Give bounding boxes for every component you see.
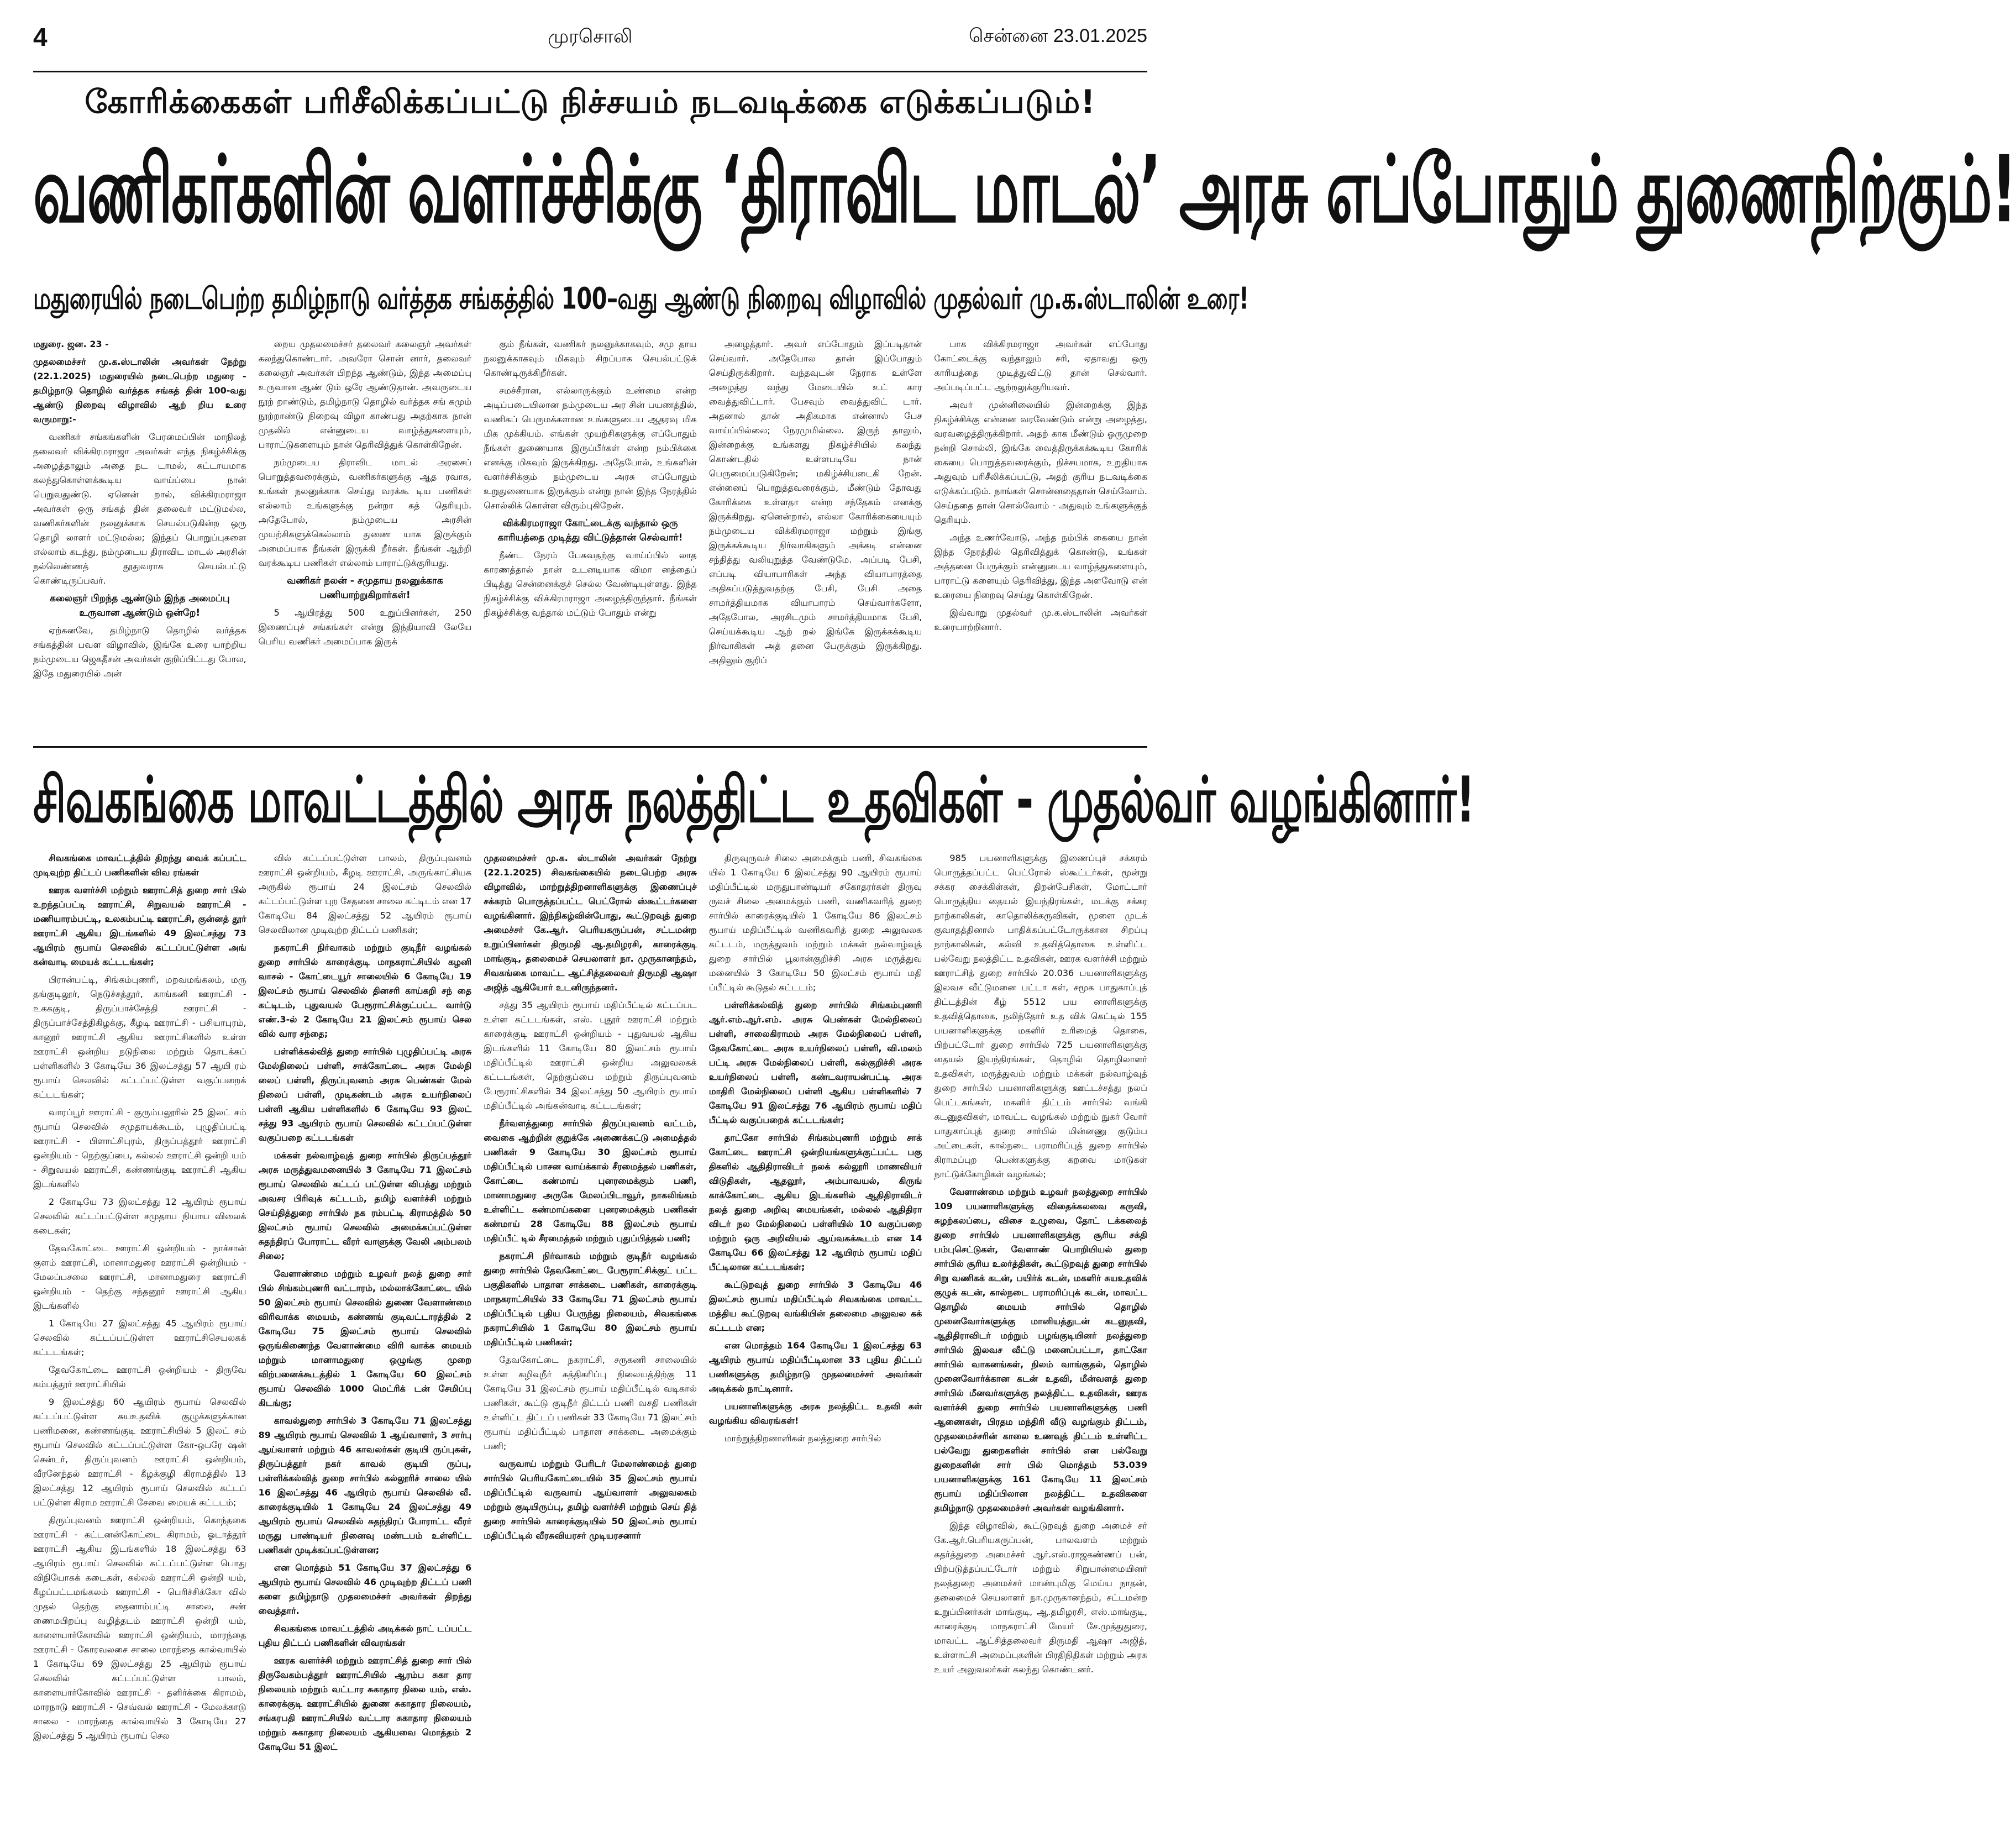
- story2-column: [33, 851, 246, 1802]
- paragraph: என மொத்தம் 164 கோடியே 1 இலட்சத்து 63 ஆயிரம் ரூபாய் மதிப்பீட்டிலான 33 புதிய திட்டப் பணிகளுக்கு தமிழ்நாடு முதலமைச்சர் அவர்கள் அடிக்கல் நாட்டினார்.: [708, 1340, 922, 1394]
- paragraph: வில் கட்டப்பட்டுள்ள பாலம், திருப்புவனம் ஊராட்சி ஒன்றியம், கீழடி ஊராட்சி, அருங்காட்சியக அருகில் ரூபாய் 24 இலட்சம் செலவில் கட்டப்பட்டுள்ள புற சேதனை சாலை கட்டிடம் என 17 கோடியே 84 இலட்சத்து 52 ஆயிரம் ரூபாய் செலவிலான முடிவுற்ற திட்டப் பணிகள்;: [258, 853, 472, 935]
- story1-headline: வணிகர்களின் வளர்ச்சிக்கு ‘திராவிட மாடல்’ அரசு எப்போதும் துணைநிற்கும்!: [33, 135, 2016, 244]
- story1-column: [709, 337, 922, 735]
- paragraph: மாற்றுத்திறனாளிகள் நலத்துறை சார்பில்: [724, 1433, 881, 1444]
- paragraph: என மொத்தம் 51 கோடியே 37 இலட்சத்து 6 ஆயிரம் ரூபாய் செலவில் 46 முடிவுற்ற திட்டப் பணி களை தமிழ்நாடு முதலமைச்சர் அவர்கள் திறந்து வைத்தார்.: [258, 1562, 472, 1616]
- paragraph: 985 பயனாளிகளுக்கு இணைப்புச் சக்கரம் பொருத்தப்பட்ட பெட்ரோல் ஸ்கூட்டர்கள், மூன்று சக்கர சைக்கிள்கள், திறன்பேசிகள், மோட்டார் பொருத்திய தையல் இயந்திரங்கள், மடக்கு சக்கர நாற்காலிகள், காதொலிக்கருவிகள், மூளை முடக் குவாதத்தினால் பாதிக்கப்பட்டோருக்கான சிறப்பு நாற்காலிகள், கல்வி உதவித்தொகை உள்ளிட்ட பல்வேறு நலத்திட்ட உதவிகள், ஊரக வளர்ச்சி மற்றும் ஊராட்சித் துறை சார்பில் 20.036 பயனாளிகளுக்கு இலவச வீட்டுமனை பட்டா கள், சமூக பாதுகாப்புத் திட்டத்தின் கீழ் 5512 பய னாளிகளுக்கு உதவித்தொகை, நலிந்தோர் உத விக் கெட்டில் 155 பயனாளிகளுக்கு மகளிர் உரிமைத் தொகை, பிற்பட்டோர் துறை சார்பில் 725 பயனாளிகளுக்கு தையல் இயந்திரங்கள், தொழில் தொழிலாளர் உதவிகள், மருத்துவம் மற்றும் மக்கள் நல்வாழ்வுத் துறை சார்பில் பயனாளிகளுக்கு ஊட்டச்சத்து நலப் பெட்டகங்கள், மகளிர் திட்டம் சார்பில் வங்கி கடனுதவிகள், மாவட்ட வழங்கல் மற்றும் நுகர் வோர் பாதுகாப்புத் துறை சார்பில் மின்னணு குடும்ப அட்டைகள், கால்நடை பராமரிப்புத் துறை சார்பில் கிராமப்புற பெண்களுக்கு கறவை மாடுகள் நாட்டுக்கோழிகள் வழங்கல்;: [934, 853, 1147, 1179]
- subheading: கலைஞர் பிறந்த ஆண்டும் இந்த அமைப்பு உருவான ஆண்டும் ஒன்றே!: [50, 593, 230, 618]
- paragraph: இவ்வாறு முதல்வர் மு.க.ஸ்டாலின் அவர்கள் உரையாற்றினார்.: [934, 607, 1147, 632]
- paragraph: நம்முடைய திராவிட மாடல் அரசைப் பொறுத்தவரைக்கும், வணிகர்களுக்கு ஆத ரவாக, உங்கள் நலனுக்காக செய்து வரக்கூ டிய பணிகள் எல்லாம் உங்களுக்கு நன்றா கத் தெரியும். அதேபோல், நம்முடைய அரசின் முயற்சிகளுக்கெல்லாம் துணை யாக இருக்கும் அமைப்பாக நீங்கள் இருக்கி றீர்கள். நீங்கள் ஆற்றி வரக்கூடிய பணிகள் எல்லாம் பாராட்டுக்குரியது.: [258, 457, 472, 568]
- paragraph: தேவகோட்டை ஊராட்சி ஒன்றியம் - திருவே கம்பத்தூர் ஊராட்சியில்: [33, 1365, 246, 1389]
- paragraph: ஊரக வளர்ச்சி மற்றும் ஊராட்சித் துறை சார் பில் திருவேகம்பத்தூர் ஊராட்சியில் ஆரம்ப சுகா தார நிலையம் மற்றும் வட்டார சுகாதார நிலை யம், எஸ். காரைக்குடி ஊராட்சியில் துணை சுகாதார நிலையம், சங்கரபதி ஊராட்சியில் வட்டார சுகாதார நிலையம் மற்றும் சுகாதார நிலையம் ஆகியவை மொத்தம் 2 கோடியே 51 இலட்: [258, 1655, 472, 1752]
- story1-column: [259, 337, 472, 735]
- section-rule: [33, 746, 1147, 748]
- masthead-rule: [33, 71, 1147, 72]
- paragraph: வாரப்பூர் ஊராட்சி - குரும்பலூரில் 25 இலட் சம் ரூபாய் செலவில் சமுதாயக்கூடம், புழுதிப்பட்டி ஊராட்சி - பிளாட்சிபுரம், திருப்பத்தூர் ஊராட்சி ஒன்றியம் - நெற்குப்பை, கல்லல் ஊராட்சி ஒன்றி யம் - சிறுவயல் ஊராட்சி, கண்ணங்குடி ஊராட்சி ஆகிய இடங்களில்: [33, 1107, 246, 1189]
- page-number: 4: [33, 23, 48, 51]
- paragraph: பயனாளிகளுக்கு அரசு நலத்திட்ட உதவி கள் வழங்கிய விவரங்கள்!: [708, 1401, 922, 1426]
- paragraph: றைய முதலமைச்சர் தலைவர் கலைஞர் அவர்கள் கலந்துகொண்டார். அவரோ சொன் னார், தலைவர் கலைஞர் அவர்கள் பிறந்த ஆண்டும், இந்த அமைப்பு உருவான ஆண் டும் ஒரே ஆண்டுதான். அவருடைய நூற் றாண்டும், தமிழ்நாடு தொழில் வர்த்தக சங் கமும் நூற்றாண்டு நிறைவு விழா காண்பது அதற்காக நான் முதலில் என்னுடைய வாழ்த்துகளையும், பாராட்டுகளையும் நான் தெரிவித்துக் கொள்கிறேன்.: [258, 339, 472, 450]
- paragraph: தாட்கோ சார்பில் சிங்கம்புணரி மற்றும் சாக் கோட்டை ஊராட்சி ஒன்றியங்களுக்குட்பட்ட பகு திகளில் ஆதிதிராவிடர் நலக் கல்லூரி மாணவியர் விடுதிகள், ஆதலூர், அம்பாவயல், கிருங் காக்கோட்டை ஆகிய இடங்களில் ஆதிதிராவிடர் நலத் துறை அறிவு மையங்கள், மல்லல் ஆதிதிரா விடர் நல மேல்நிலைப் பள்ளியில் 10 வகுப்பறை மற்றும் ஒரு அறிவியல் ஆய்வகக்கூடம் என 14 கோடியே 66 இலட்சத்து 12 ஆயிரம் ரூபாய் மதிப் பீட்டிலான கட்டடங்கள்;: [708, 1132, 922, 1272]
- paragraph: பள்ளிக்கல்வித் துறை சார்பில் சிங்கம்புணரி ஆர்.எம்.ஆர்.எம். அரசு பெண்கள் மேல்நிலைப் பள்ளி, சாலைகிராமம் அரசு மேல்நிலைப் பள்ளி, தேவகோட்டை அரசு உயர்நிலைப் பள்ளி, வி.மலம் பட்டி அரசு மேல்நிலைப் பள்ளி, கல்குறிச்சி அரசு உயர்நிலைப் பள்ளி, கண்டவராயன்பட்டி அரசு மாதிரி மேல்நிலைப் பள்ளி ஆகிய பள்ளிகளில் 7 கோடியே 91 இலட்சத்து 76 ஆயிரம் ரூபாய் மதிப் பீட்டில் வகுப்பறைக் கட்டடங்கள்;: [708, 1000, 922, 1125]
- story1-body: [33, 337, 1147, 735]
- story2-column: [259, 851, 472, 1802]
- paragraph: கூட்டுறவுத் துறை சார்பில் 3 கோடியே 46 இலட்சம் ரூபாய் மதிப்பீட்டில் சிவகங்கை மாவட்ட மத்திய கூட்டுறவு வங்கியின் தலைமை அலுவல கக் கட்டடம் என;: [708, 1279, 922, 1333]
- dateline: சென்னை 23.01.2025: [968, 25, 1147, 46]
- paragraph: ஏற்கனவே, தமிழ்நாடு தொழில் வர்த்தக சங்கத்தின் பவள விழாவில், இங்கே உரை யாற்றிய நம்முடைய ஜெகதீசன் அவர்கள் குறிப்பிட்டது போல, இதே மதுரையில் அன்: [33, 625, 246, 679]
- paragraph: தேவகோட்டை நகராட்சி, சருகணி சாலையில் உள்ள கழிவுநீர் சுத்திகரிப்பு நிலையத்திற்கு 11 கோடியே 31 இலட்சம் ரூபாய் மதிப்பீட்டில் வடிகால் பணிகள், கூட்டு குடிநீர் திட்டப் பணி வசதி பணிகள் உள்ளிட்ட திட்டப் பணிகள் 33 கோடியே 71 இலட்சம் ரூபாய் மதிப்பீட்டில் பாதாள சாக்கடை அமைக்கும் பணி;: [484, 1355, 697, 1451]
- paragraph: வணிகர் சங்கங்களின் பேரமைப்பின் மாநிலத் தலைவர் விக்கிரமராஜா அவர்கள் எந்த நிகழ்ச்சிக்கு அழைத்தாலும் அதை நட டாமல், கட்டாயமாக கலந்துகொள்ளக்கூடிய வாய்ப்பை நான் பெறுவதுண்டு. ஏனென் றால், விக்கிரமராஜா அவர்கள் ஒரு சங்கத் தின் தலைவர் மட்டுமல்ல, வணிகர்களின் நலனுக்காக செயல்படுகின்ற ஒரு தொழி லாளர் மட்டுமல்ல; இந்தப் பொறுப்புகளை எல்லாம் கடந்து, நம்முடைய திராவிட மாடல் அரசின் நல்லெண்ணத் தூதுவராக செயல்பட்டு கொண்டிருப்பவர்.: [33, 432, 246, 586]
- story1-column: [484, 337, 697, 735]
- subheading: விக்கிரமராஜா கோட்டைக்கு வந்தால் ஒரு காரியத்தை முடித்து விட்டுத்தான் செல்வார்!: [497, 518, 683, 543]
- story1-subhead: மதுரையில் நடைபெற்ற தமிழ்நாடு வர்த்தக சங்கத்தில் 100–வது ஆண்டு நிறைவு விழாவில் முதல்வர் மு.க.ஸ்டாலின் உரை!: [33, 282, 1249, 317]
- paragraph: அந்த உணர்வோடு, அந்த நம்பிக் கையை நான் இந்த நேரத்தில் தெரிவித்துக் கொண்டு, உங்கள் அத்தனை பேருக்கும் என்னுடைய வாழ்த்துகளையும், பாராட்டு களையும் தெரிவித்து, இந்த அளவோடு என் உரையை நிறைவு செய்து கொள்கிறேன்.: [934, 532, 1147, 600]
- paper-name: முரசொலி: [548, 25, 633, 48]
- story1-kicker: கோரிக்கைகள் பரிசீலிக்கப்பட்டு நிச்சயம் நடவடிக்கை எடுக்கப்படும்!: [85, 83, 1096, 120]
- paragraph: சிவகங்கை மாவட்டத்தில் திறந்து வைக் கப்பட்ட முடிவுற்ற திட்டப் பணிகளின் விவ ரங்கள்: [33, 853, 246, 878]
- story-lead: முதலமைச்சர் மு.க.ஸ்டாலின் அவர்கள் நேற்று (22.1.2025) மதுரையில் நடைபெற்ற மதுரை - தமிழ்நாடு தொழில் வர்த்தக சங்கத் தின் 100-வது ஆண்டு நிறைவு விழாவில் ஆற் றிய உரை வருமாறு:-: [33, 356, 246, 424]
- paragraph: நகராட்சி நிர்வாகம் மற்றும் குடிநீர் வழங்கல் துறை சார்பில் காரைக்குடி மாநகராட்சியில் கழனி வாசல் - கோட்டையூர் சாலையில் 6 கோடியே 19 இலட்சம் ரூபாய் செலவில் தினசரி காய்கறி சந் தை கட்டிடம், புதுவயல் பேரூராட்சிக்குட்பட்ட வார்டு எண்.3-ல் 2 கோடியே 21 இலட்சம் ரூபாய் செல வில் வார சந்தை;: [258, 942, 472, 1039]
- story-dateline: மதுரை. ஜன. 23 -: [33, 339, 109, 349]
- paragraph: பள்ளிக்கல்வித் துறை சார்பில் புழுதிப்பட்டி அரசு மேல்நிலைப் பள்ளி, சாக்கோட்டை அரசு மேல்நி லைப் பள்ளி, திருப்புவனம் அரசு பெண்கள் மேல் நிலைப் பள்ளி, முடிகண்டம் அரசு உயர்நிலைப் பள்ளி ஆகிய பள்ளிகளில் 6 கோடியே 93 இலட் சத்து 93 ஆயிரம் ரூபாய் செலவில் கட்டப்பட்டுள்ள வகுப்பறை கட்டடங்கள்: [258, 1046, 472, 1143]
- paragraph: சமச்சீரான, எல்லாருக்கும் உண்மை என்ற அடிப்படையிலான நம்முடைய அர சின் பயணத்தில், வணிகப் பெருமக்களான உங்களுடைய ஆதரவு மிக மிக முக்கியம். எங்கள் முயற்சிகளுக்கு எப்போதும் நீங்கள் துணையாக இருப்பீர்கள் என்ற நம்பிக்கை எனக்கு மிகவும் இருக்கிறது. அதேபோல், உங்களின் வளர்ச்சிக்கும் நம்முடைய அரசு எப்போதும் உறுதுணையாக இருக்கும் என்று நான் இந்த நேரத்தில் சொல்லிக் கொள்ள விரும்புகிறேன்.: [484, 385, 697, 511]
- story2-column: [484, 851, 697, 1802]
- paragraph: 9 இலட்சத்து 60 ஆயிரம் ரூபாய் செலவில் கட்டப்பட்டுள்ள சுயஉதவிக் குழுக்களுக்கான பணிமனை, கண்ணங்குடி ஊராட்சியில் 5 இலட் சம் ரூபாய் செலவில் கட்டப்பட்டுள்ள கோ-ஒபரே ஷன் சென்டர், திருப்புவனம் ஊராட்சி ஒன்றியம், வீரனேந்தல் ஊராட்சி - கீழக்குழி கிராமத்தில் 13 இலட்சத்து 12 ஆயிரம் ரூபாய் செலவில் கட்டப் பட்டுள்ள கிராம ஊராட்சி சேவை மையக் கட்டடம்;: [33, 1397, 246, 1508]
- paragraph: நகராட்சி நிர்வாகம் மற்றும் குடிநீர் வழங்கல் துறை சார்பில் தேவகோட்டை பேரூராட்சிக்குட் பட்ட பகுதிகளில் பாதாள சாக்கடை பணிகள், காரைக்குடி மாநகராட்சியில் 33 கோடியே 71 இலட்சம் ரூபாய் மதிப்பீட்டில் புதிய பேருந்து நிலையம், சிவகங்கை நகராட்சியில் 1 கோடியே 80 இலட்சம் ரூபாய் மதிப்பீட்டில் பணிகள்;: [484, 1251, 697, 1347]
- paragraph: அழைத்தார். அவர் எப்போதும் இப்படிதான் செய்வார். அதேபோல தான் இப்போதும் செய்திருக்கிறார். வந்தவுடன் நேராக உள்ளே அழைத்து வந்து மேடையில் உட் கார வைத்துவிட்டார். பேசவும் வைத்துவிட் டார். அதனால் தான் அதிகமாக என்னால் பேச வாய்ப்பில்லை; நேரமுமில்லை. இருந் தாலும், இன்றைக்கு உங்களது நிகழ்ச்சியில் கலந்து கொண்டதில் உள்ளபடியே நான் பெருமைப்படுகிறேன்; மகிழ்ச்சியடைகி றேன். என்னைப் பொறுத்தவரைக்கும், மீண்டும் தோவது கோரிக்கை உள்ளதா என்ற சந்தேகம் எனக்கு இருக்கிறது. ஏனென்றால், எல்லா கோரிக்கையையும் நம்முடைய விக்கிரமராஜா மற்றும் இங்கு இருக்கக்கூடிய நிர்வாகிகளும் அக்கடி என்னை சந்தித்து வலியுறுத்த வேண்டுமே. அப்படி பேசி, எப்படி வியாபாரிகள் அந்த வியாபாரத்தை அதிகப்படுத்துவதற்கு பேசி, பேசி அதை சாமர்த்தியமாக வியாபாரம் செய்வார்களோ, அதேபோல, அரசிடமும் சாமர்த்தியமாக பேசி, செய்யக்கூடிய ஆற் றல் இங்கே இருக்கக்கூடிய நிர்வாகிகள் அத் தனை பேருக்கும் இருக்கிறது. அதிலும் குறிப்: [708, 339, 922, 665]
- story1-column: [33, 337, 246, 735]
- story2-column: [934, 851, 1147, 1802]
- paragraph: இந்த விழாவில், கூட்டுறவுத் துறை அமைச் சர் கே.ஆர்.பெரியகருப்பன், பாலவளம் மற்றும் கதர்த்துறை அமைச்சர் ஆர்.எஸ்.ராஜகண்ணப் பன், பிற்படுத்தப்பட்டோர் மற்றும் சிறுபான்மையினர் நலத்துறை அமைச்சர் மாண்புமிகு மெய்ய நாதன், தலைமைச் செயலாளர் நா.முருகானந்தம், சட்டமன்ற உறுப்பினர்கள் மாங்குடி, ஆ.தமிழரசி, எஸ்.மாங்குடி, காரைக்குடி மாநகராட்சி மேயர் சே.முத்துதுரை, மாவட்ட ஆட்சித்தலைவர் திருமதி ஆஷா அஜித், உள்ளாட்சி அமைப்புகளின் பிரதிநிதிகள் மற்றும் அரசு உயர் அலுவலர்கள் கலந்து கொண்டனர்.: [934, 1520, 1147, 1675]
- paragraph: 1 கோடியே 27 இலட்சத்து 45 ஆயிரம் ரூபாய் செலவில் கட்டப்பட்டுள்ள ஊராட்சிசெயலகக் கட்டடங்கள்;: [33, 1318, 246, 1357]
- photo-caption: முதலமைச்சர் மு.க. ஸ்டாலின் அவர்கள் நேற்று (22.1.2025) சிவகங்கையில் நடைபெற்ற அரசு விழாவில், மாற்றுத்திறனாளிகளுக்கு இணைப்புச் சக்கரம் பொருத்தப்பட்ட பெட்ரோல் ஸ்கூட்டர்களை வழங்கினார். இந்நிகழ்வின்போது, கூட்டுறவுத் துறை அமைச்சர் கே.ஆர். பெரியகருப்பன், சட்டமன்ற உறுப்பினர்கள் திருமதி ஆ.தமிழரசி, காரைக்குடி மாங்குடி, தலைமைச் செயலாளர் நா. முருகானந்தம், சிவகங்கை மாவட்ட ஆட்சித்தலைவர் திருமதி ஆஷா அஜித் ஆகியோர் உடனிருந்தனர்.: [484, 853, 697, 993]
- paragraph: பிரான்பட்டி, சிங்கம்புணரி, மறவமங்கலம், மரு தங்குடிலூர், நெடுச்சத்தூர், காங்கனி ஊராட்சி - உகககுடி, திருப்பாச்சேத்தி ஊராட்சி - திருப்பாச்சேத்திகிழக்கு, கீழடி ஊராட்சி - பசியாபுரம், கானூர் ஊராட்சி ஆகிய ஊராட்சிகளில் உள்ள ஊராட்சி ஒன்றிய நடுநிலை மற்றும் தொடக்கப் பள்ளிகளில் 3 கோடியே 36 இலட்சத்து 57 ஆயி ரம் ரூபாய் செலவில் கட்டப்பட்டுள்ள வகுப்பறைக் கட்டடங்கள்;: [33, 974, 246, 1100]
- paragraph: சிவகங்கை மாவட்டத்தில் அடிக்கல் நாட் டப்பட்ட புதிய திட்டப் பணிகளின் விவரங்கள்: [258, 1623, 472, 1648]
- story2-column: [709, 851, 922, 1802]
- paragraph: அவர் முன்னிலையில் இன்றைக்கு இந்த நிகழ்ச்சிக்கு என்னை வரவேண்டும் என்று அழைத்து, வரவழைத்திருக்கிறார். அதற் காக மீண்டும் ஒருமுறை நன்றி சொல்லி, இங்கே வைத்திருக்கக்கூடிய கோரிக் கையை பொறுத்தவரைக்கும், நிச்சயமாக, உறுதியாக அதுவும் பரிசீலிக்கப்பட்டு, அதற் குரிய நடவடிக்கை எடுக்கப்படும். நாங்கள் சொன்னதைதான் செய்வோம். செய்ததை தான் சொல்வோம் - அதுவும் உங்களுக்குத் தெரியும்.: [934, 400, 1147, 525]
- subheading: வணிகர் நலன் - சமுதாய நலனுக்காக பணியாற்றுகிறார்கள்!: [287, 575, 443, 601]
- paragraph: வேளாண்மை மற்றும் உழவர் நலத்துறை சார்பில் 109 பயனாளிகளுக்கு விதைக்கலவை கருவி, சுழற்கலப்பை, விசை உழுவை, தோட் டக்கலைத் துறை சார்பில் பயனாளிகளுக்கு சூரிய சக்தி பம்புசெட்டுகள், வேளாண் பொறியியல் துறை சார்பில் சூரிய உலர்த்திகள், கூட்டுறவுத் துறை சார்பில் சிறு வணிகக் கடன், பயிர்க் கடன், மகளிர் சுயஉதவிக் குழுக் கடன், கால்நடை பராமரிப்புக் கடன், மாவட்ட தொழில் மையம் சார்பில் தொழில் முனைவோர்களுக்கு மானியத்துடன் கடனுதவி, ஆதிதிராவிடர் மற்றும் பழங்குடியினர் நலத்துறை சார்பில் இலவச வீட்டு மனைப்பட்டா, தாட்கோ சார்பில் வாகனங்கள், நிலம் வாங்குதல், தொழில் முனைவோர்க்கான கடன் உதவி, மீன்வளத் துறை சார்பில் மீனவர்களுக்கு நலத்திட்ட உதவிகள், ஊரக வளர்ச்சி துறை சார்பில் பயனாளிகளுக்கு பணி ஆணைகள், பிரதம மந்திரி வீடு வழங்கும் திட்டம், முதலமைச்சரின் காலை உணவுத் திட்டம் உள்ளிட்ட பல்வேறு துறைகளின் சார்பில் என பல்வேறு துறைகளின் சார் பில் மொத்தம் 53.039 பயனாளிகளுக்கு 161 கோடியே 11 இலட்சம் ரூபாய் மதிப்பிலான நலத்திட்ட உதவிகளை தமிழ்நாடு முதலமைச்சர் அவர்கள் வழங்கினார்.: [934, 1187, 1147, 1513]
- story2-body: [33, 851, 1147, 1802]
- paragraph: சத்து 35 ஆயிரம் ரூபாய் மதிப்பீட்டில் கட்டப்பட உள்ள கட்டடங்கள், எஸ். புதூர் ஊராட்சி மற்றும் காரைக்குடி ஊராட்சி ஒன்றியம் - புதுவயல் ஆகிய இடங்களில் 11 கோடியே 80 இலட்சம் ரூபாய் மதிப்பீட்டில் ஊராட்சி ஒன்றிய அலுவலகக் கட்டடங்கள், நெற்குப்பை மற்றும் திருப்புவனம் பேரூராட்சிகளில் 34 இலட்சத்து 50 ஆயிரம் ரூபாய் மதிப்பீட்டில் அங்கன்வாடி கட்டடங்கள்;: [484, 1000, 697, 1111]
- paragraph: ஊரக வளர்ச்சி மற்றும் ஊராட்சித் துறை சார் பில் உறந்தப்பட்டி ஊராட்சி, சிறுவயல் ஊராட்சி - மணியாரம்பட்டி, உலகம்பட்டி ஊராட்சி, குன்னத் தூர் ஊராட்சி ஆகிய இடங்களில் 49 இலட்சத்து 73 ஆயிரம் ரூபாய் செலவில் கட்டப்பட்டுள்ள அங் கன்வாடி மையக் கட்டடங்கள்;: [33, 885, 246, 967]
- paragraph: 2 கோடியே 73 இலட்சத்து 12 ஆயிரம் ரூபாய் செலவில் கட்டப்பட்டுள்ள சமுதாய நியாய விலைக் கடைகள்;: [33, 1196, 246, 1236]
- paragraph: திருவுருவச் சிலை அமைக்கும் பணி, சிவகங்கை யில் 1 கோடியே 6 இலட்சத்து 90 ஆயிரம் ரூபாய் மதிப்பீட்டில் மருதுபாண்டியர் சகோதரர்கள் திருவு ருவச் சிலை அமைக்கும் பணி, வணிகவரித் துறை சார்பில் காரைக்குடியில் 1 கோடியே 86 இலட்சம் ரூபாய் மதிப்பீட்டில் வணிகவரித் துறை அலுவலக கட்டடம், மருத்துவம் மற்றும் மக்கள் நல்வாழ்வுத் துறை சார்பில் பூலான்குறிச்சி அரசு மருத்துவ மனையில் 3 கோடியே 50 இலட்சம் ரூபாய் மதி ப்பீட்டில் கூடுதல் கட்டடம்;: [708, 853, 922, 993]
- paragraph: காவல்துறை சார்பில் 3 கோடியே 71 இலட்சத்து 89 ஆயிரம் ரூபாய் செலவில் 1 ஆய்வாளர், 3 சார்பு ஆய்வாளர் மற்றும் 46 காவலர்கள் குடியி ருப்புகள், திருப்பத்தூர் நகர் காவல் குடியி ருப்பு, பள்ளிக்கல்வித் துறை சார்பில் கல்லூரிச் சாலை யில் 16 இலட்சத்து 46 ஆயிரம் ரூபாய் செலவில் வீ. காரைக்குடியில் 1 கோடியே 24 இலட்சத்து 49 ஆயிரம் ரூபாய் செலவில் சுதந்திரப் போராட்ட வீரர் மருது பாண்டியர் நினைவு மண்டபம் உள்ளிட்ட பணிகள் முடிக்கப்பட்டுள்ளன;: [258, 1415, 472, 1555]
- paragraph: வருவாய் மற்றும் பேரிடர் மேலாண்மைத் துறை சார்பில் பெரியகோட்டையில் 35 இலட்சம் ரூபாய் மதிப்பீட்டில் வருவாய் ஆய்வாளர் அலுவலகம் மற்றும் குடியிருப்பு, தமிழ் வளர்ச்சி மற்றும் செய் தித் துறை சார்பில் காரைக்குடியில் 50 இலட்சம் ரூபாய் மதிப்பீட்டில் வீரசுவியரசர் முடியரசனார்: [484, 1458, 697, 1541]
- story2-headline: சிவகங்கை மாவட்டத்தில் அரசு நலத்திட்ட உதவிகள் - முதல்வர் வழங்கினார்!: [33, 763, 1475, 837]
- masthead: [33, 17, 1147, 72]
- paragraph: வேளாண்மை மற்றும் உழவர் நலத் துறை சார் பில் சிங்கம்புணரி வட்டாரம், மல்லாக்கோட்டை யில் 50 இலட்சம் ரூபாய் செலவில் துணை வேளாண்மை விரிவாக்க மையம், கண்ணங் குடிவட்டாரத்தில் 2 கோடியே 75 இலட்சம் ரூபாய் செலவில் ஒருங்கிணைந்த வேளாண்மை விரி வாக்க மையம் மற்றும் மானாமதுரை ஒழுங்கு முறை விற்பனைக்கூடத்தில் 1 கோடியே 60 இலட்சம் ரூபாய் செலவில் 1000 மெட்ரிக் டன் சேமிப்பு கிடங்கு;: [258, 1268, 472, 1408]
- paragraph: கும் நீங்கள், வணிகர் நலனுக்காகவும், சமு தாய நலனுக்காகவும் மிகவும் சிறப்பாக செயல்பட்டுக் கொண்டிருக்கிறீர்கள்.: [484, 339, 697, 378]
- paragraph: தேவகோட்டை ஊராட்சி ஒன்றியம் - நாச்சான் குளம் ஊராட்சி, மானாமதுரை ஊராட்சி ஒன்றியம் - மேலப்பசலை ஊராட்சி, மானாமதுரை ஊராட்சி ஒன்றியம் - தெற்கு சந்தனூர் ஊராட்சி ஆகிய இடங்களில்: [33, 1243, 246, 1311]
- paragraph: நீர்வளத்துறை சார்பில் திருப்புவனம் வட்டம், வைகை ஆற்றின் குறுக்கே அணைக்கட்டு அமைத்தல் பணிகள் 9 கோடியே 30 இலட்சம் ரூபாய் மதிப்பீட்டில் பாசன வாய்க்கால் சீரமைத்தல் பணிகள், கோட்டை கண்மாய் புனரமைக்கும் பணி, மானாமதுரை அருகே மேலப்பிடாவூர், நாகலிங்கம் உள்ளிட்ட கண்மாய்களை புனரமைக்கும் பணிகள் கண்மாய் 28 கோடியே 88 இலட்சம் ரூபாய் மதிப்பீட் டில் சீரமைத்தல் மற்றும் புதுப்பித்தல் பணி;: [484, 1118, 697, 1243]
- story1-column: [934, 337, 1147, 735]
- paragraph: திருப்புவனம் ஊராட்சி ஒன்றியம், கொந்தகை ஊராட்சி - கட்டனன்கோட்டை கிராமம், ஓடாத்தூர் ஊராட்சி ஆகிய இடங்களில் 18 இலட்சத்து 63 ஆயிரம் ரூபாய் செலவில் கட்டப்பட்டுள்ள பொது விநியோகக் கடைகள், கல்லல் ஊராட்சி ஒன்றி யம், கீழப்பட்டமங்கலம் ஊராட்சி - பெரிச்சிக்கோ வில் முதல் தெற்கு தைனாம்பட்டி சாலை, சண் ணைமபிறப்பு வழித்தடம் ஊராட்சி ஒன்றி யம், காளையார்கோவில் ஊராட்சி ஒன்றியம், மாரந்தை ஊராட்சி - கோரவலசை சாலை மாரந்தை கால்வாயில் 1 கோடியே 69 இலட்சத்து 25 ஆயிரம் ரூபாய் செலவில் கட்டப்பட்டுள்ள பாலம், காளையார்கோவில் ஊராட்சி - தளிர்க்கை கிராமம், மாரநாடு ஊராட்சி - செவ்வல் ஊராட்சி - மேலக்காடு சாலை - மாரந்தை கால்வாயில் 3 கோடியே 27 இலட்சத்து 5 ஆயிரம் ரூபாய் செல: [33, 1515, 246, 1741]
- paragraph: 5 ஆயிரத்து 500 உறுப்பினர்கள், 250 இணைப்புச் சங்கங்கள் என்று இந்தியாவி லேயே பெரிய வணிகர் அமைப்பாக இருக்: [258, 607, 472, 647]
- paragraph: பாக விக்கிரமராஜா அவர்கள் எப்போது கோட்டைக்கு வந்தாலும் சரி, ஏதாவது ஒரு காரியத்தை முடித்துவிட்டு தான் செல்வார். அப்படிப்பட்ட ஆற்றலுக்குரியவர்.: [934, 339, 1147, 392]
- paragraph: மக்கள் நல்வாழ்வுத் துறை சார்பில் திருப்பத்தூர் அரசு மருத்துவமனையில் 3 கோடியே 71 இலட்சம் ரூபாய் செலவில் கட்டப் பட்டுள்ள விபத்து மற்றும் அவசர பிரிவுக் கட்டடம், தமிழ் வளர்ச்சி மற்றும் செய்தித்துறை சார்பில் நக ரம்பட்டி கிராமத்தில் 50 இலட்சம் ரூபாய் செலவில் அமைக்கப்பட்டுள்ள சுதந்திரப் போராட்ட வீரர் வாளுக்கு வேலி அம்பலம் சிலை;: [258, 1150, 472, 1261]
- paragraph: நீண்ட நேரம் பேசுவதற்கு வாய்ப்பில் லாத காரணத்தால் நான் உடனடியாக விமா னத்தைப் பிடித்து சென்னைக்குச் செல்ல வேண்டியுள்ளது. இந்த நிகழ்ச்சிக்கு விக்கிரமராஜா அழைத்திருந்தார். நீங்கள் நிகழ்ச்சிக்கு வந்தால் மட்டும் போதும் என்று: [484, 550, 697, 618]
